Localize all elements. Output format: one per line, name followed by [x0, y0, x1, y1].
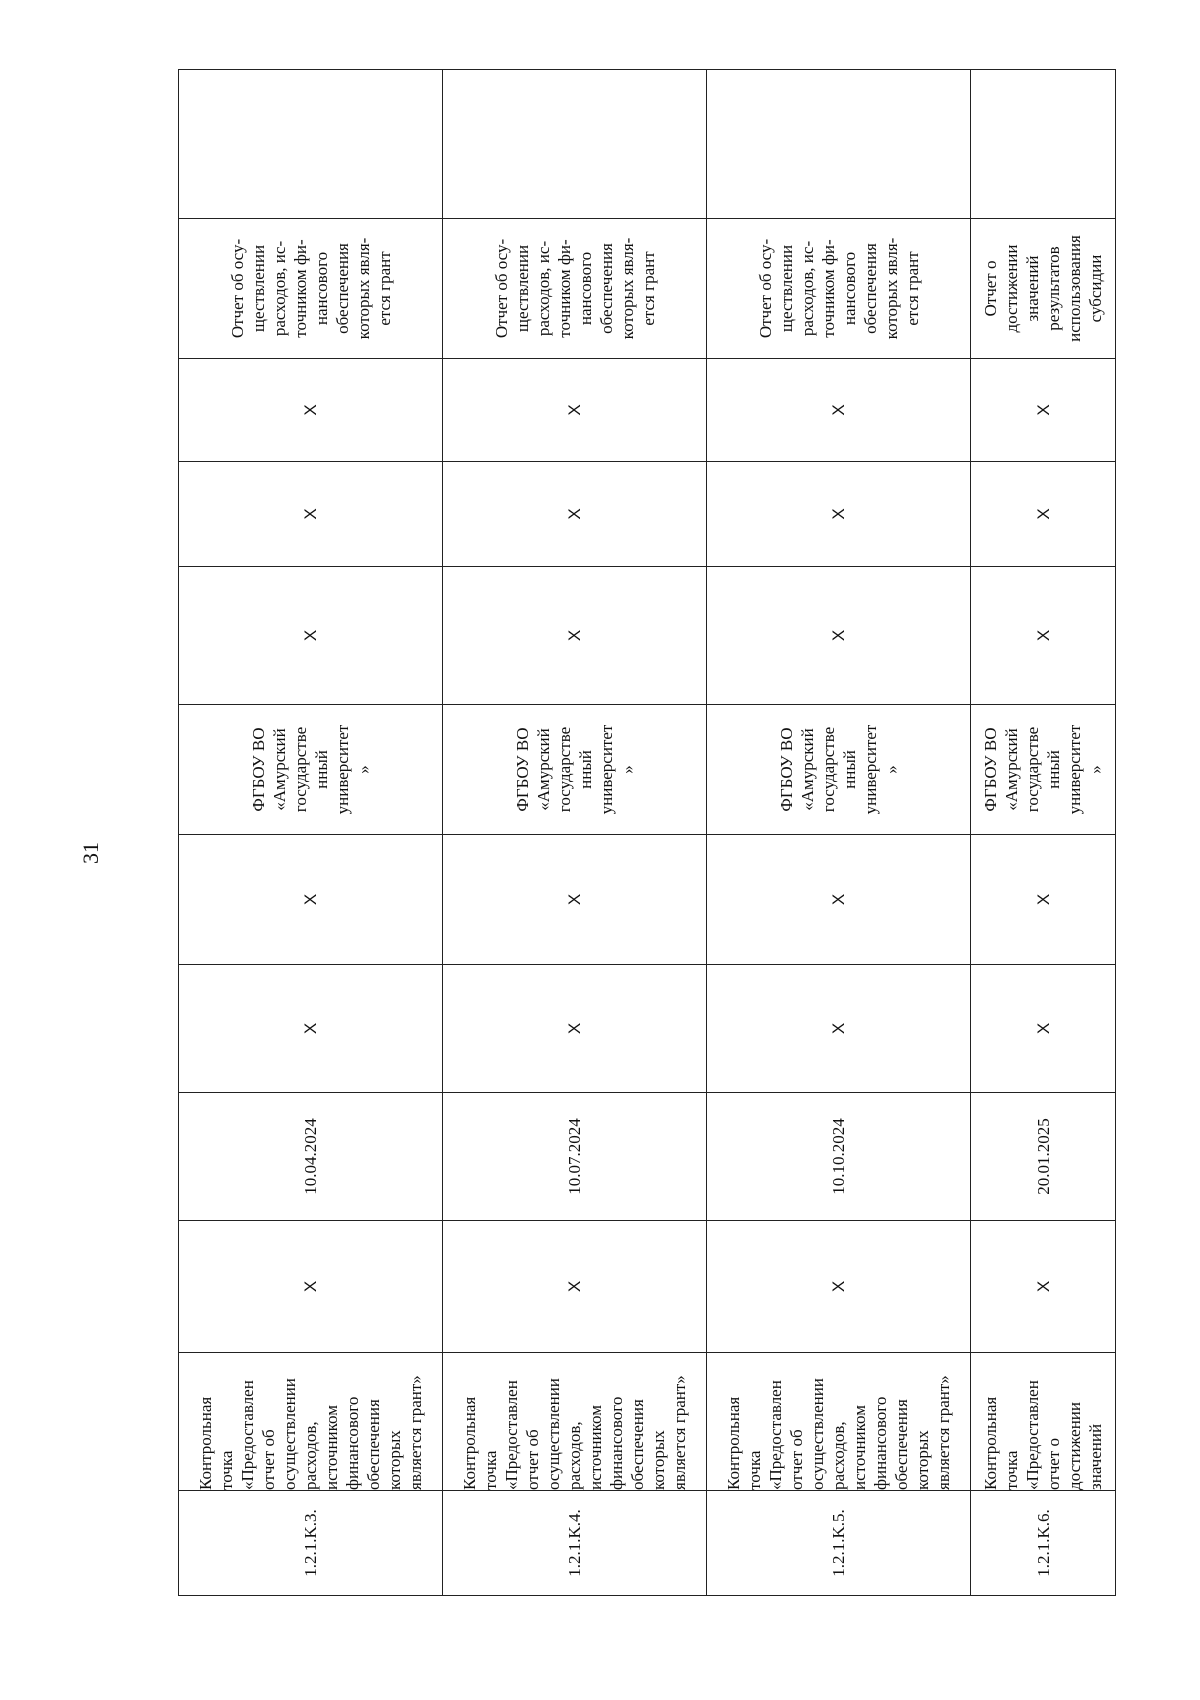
description-line: Контрольная	[724, 1396, 744, 1490]
empty-cell	[179, 70, 443, 219]
report-description	[443, 219, 707, 359]
organization-line: «Амурский	[1002, 728, 1022, 811]
report-line: обеспечения	[596, 243, 616, 334]
control-point-code: 1.2.1.K.6.	[971, 1491, 1116, 1596]
page-number: 31	[78, 842, 103, 864]
description-line: Контрольная	[196, 1396, 216, 1490]
empty-cell	[971, 70, 1116, 219]
description-line: расходов,	[565, 1421, 585, 1490]
report-line: расходов, ис-	[797, 240, 817, 337]
x-cell: X	[707, 965, 971, 1093]
report-line: обеспечения	[860, 243, 880, 334]
control-points-table	[178, 69, 1116, 1596]
description-line: осуществлении	[808, 1378, 828, 1490]
empty-cell	[443, 70, 707, 219]
report-line: использования	[1065, 235, 1085, 342]
description-line: значений	[1086, 1423, 1106, 1490]
organization-line: ФГБОУ ВО	[981, 727, 1001, 812]
report-line: которых явля-	[353, 237, 373, 340]
report-line: которых явля-	[617, 237, 637, 340]
x-cell: X	[179, 835, 443, 965]
description-line: которых	[385, 1430, 405, 1490]
table-row	[707, 70, 971, 1596]
organization-line: ФГБОУ ВО	[248, 727, 268, 812]
x-cell: X	[707, 462, 971, 567]
report-line: результатов	[1044, 246, 1064, 331]
report-line: ществлении	[776, 244, 796, 333]
description-line: отчет об	[259, 1429, 279, 1490]
description-line: финансового	[871, 1396, 891, 1490]
description-line: точка	[1002, 1450, 1022, 1490]
description-line: достижении	[1065, 1401, 1085, 1490]
table-row	[179, 70, 443, 1596]
x-cell: X	[707, 359, 971, 462]
organization-line: государстве	[1023, 726, 1043, 813]
organization-line: нный	[311, 750, 331, 789]
report-line: ществлении	[512, 244, 532, 333]
report-line: ется грант	[638, 251, 658, 326]
report-line: обеспечения	[332, 243, 352, 334]
responsible-organization	[707, 705, 971, 835]
report-line: точником фи-	[818, 239, 838, 338]
control-point-description	[179, 1353, 443, 1491]
description-line: отчет о	[1044, 1438, 1064, 1490]
description-line: источником	[586, 1405, 606, 1490]
x-cell: X	[971, 462, 1116, 567]
x-cell: X	[443, 567, 707, 705]
description-line: источником	[322, 1405, 342, 1490]
x-cell: X	[707, 567, 971, 705]
control-point-code: 1.2.1.K.3.	[179, 1491, 443, 1596]
x-cell: X	[179, 1221, 443, 1353]
organization-line: ФГБОУ ВО	[776, 727, 796, 812]
report-line: Отчет об осу-	[491, 238, 511, 339]
description-line: точка	[745, 1450, 765, 1490]
report-description	[179, 219, 443, 359]
description-line: является грант»	[406, 1375, 426, 1490]
responsible-organization	[179, 705, 443, 835]
organization-line: университет	[596, 724, 616, 815]
organization-line: »	[353, 765, 373, 774]
report-line: точником фи-	[554, 239, 574, 338]
control-point-code: 1.2.1.K.5.	[707, 1491, 971, 1596]
x-cell: X	[443, 359, 707, 462]
report-line: ется грант	[902, 251, 922, 326]
report-line: значений	[1023, 255, 1043, 322]
report-line: нансового	[575, 251, 595, 326]
x-cell: X	[971, 835, 1116, 965]
description-line: Контрольная	[460, 1396, 480, 1490]
description-line: финансового	[343, 1396, 363, 1490]
description-line: «Предоставлен	[238, 1380, 258, 1490]
organization-line: университет	[860, 724, 880, 815]
report-description	[971, 219, 1116, 359]
description-line: расходов,	[829, 1421, 849, 1490]
responsible-organization	[443, 705, 707, 835]
report-line: нансового	[839, 251, 859, 326]
x-cell: X	[971, 359, 1116, 462]
responsible-organization	[971, 705, 1116, 835]
organization-line: »	[881, 765, 901, 774]
description-line: является грант»	[670, 1375, 690, 1490]
organization-line: государстве	[554, 726, 574, 813]
organization-line: нный	[575, 750, 595, 789]
organization-line: нный	[839, 750, 859, 789]
description-line: обеспечения	[892, 1399, 912, 1490]
organization-line: «Амурский	[269, 728, 289, 811]
description-line: Контрольная	[981, 1396, 1001, 1490]
x-cell: X	[179, 965, 443, 1093]
description-line: расходов,	[301, 1421, 321, 1490]
x-cell: X	[443, 1221, 707, 1353]
report-line: достижении	[1002, 244, 1022, 333]
organization-line: «Амурский	[797, 728, 817, 811]
x-cell: X	[971, 567, 1116, 705]
description-line: «Предоставлен	[1023, 1380, 1043, 1490]
control-point-description	[707, 1353, 971, 1491]
x-cell: X	[443, 965, 707, 1093]
organization-line: »	[1086, 765, 1106, 774]
organization-line: университет	[1065, 724, 1085, 815]
x-cell: X	[443, 835, 707, 965]
description-line: осуществлении	[280, 1378, 300, 1490]
due-date: 10.07.2024	[443, 1093, 707, 1221]
organization-line: государстве	[818, 726, 838, 813]
x-cell: X	[971, 1221, 1116, 1353]
organization-line: »	[617, 765, 637, 774]
report-line: субсидии	[1086, 254, 1106, 323]
x-cell: X	[179, 567, 443, 705]
report-line: ется грант	[374, 251, 394, 326]
organization-line: «Амурский	[533, 728, 553, 811]
report-line: ществлении	[248, 244, 268, 333]
control-point-description	[443, 1353, 707, 1491]
due-date: 10.04.2024	[179, 1093, 443, 1221]
x-cell: X	[179, 359, 443, 462]
description-line: которых	[649, 1430, 669, 1490]
description-line: обеспечения	[364, 1399, 384, 1490]
description-line: отчет об	[523, 1429, 543, 1490]
table-body	[179, 70, 1116, 1596]
description-line: которых	[913, 1430, 933, 1490]
report-line: расходов, ис-	[269, 240, 289, 337]
due-date: 10.10.2024	[707, 1093, 971, 1221]
description-line: осуществлении	[544, 1378, 564, 1490]
report-line: нансового	[311, 251, 331, 326]
x-cell: X	[707, 835, 971, 965]
control-point-description	[971, 1353, 1116, 1491]
x-cell: X	[179, 462, 443, 567]
x-cell: X	[971, 965, 1116, 1093]
report-description	[707, 219, 971, 359]
report-line: которых явля-	[881, 237, 901, 340]
description-line: источником	[850, 1405, 870, 1490]
report-line: расходов, ис-	[533, 240, 553, 337]
description-line: отчет об	[787, 1429, 807, 1490]
organization-line: нный	[1044, 750, 1064, 789]
organization-line: государстве	[290, 726, 310, 813]
description-line: обеспечения	[628, 1399, 648, 1490]
table-row	[443, 70, 707, 1596]
report-line: Отчет об осу-	[755, 238, 775, 339]
rotated-table-container	[178, 70, 1116, 1596]
x-cell: X	[707, 1221, 971, 1353]
table-row	[971, 70, 1116, 1596]
description-line: является грант»	[934, 1375, 954, 1490]
description-line: точка	[481, 1450, 501, 1490]
report-line: Отчет об осу-	[227, 238, 247, 339]
description-line: «Предоставлен	[766, 1380, 786, 1490]
report-line: Отчет о	[981, 260, 1001, 317]
control-point-code: 1.2.1.K.4.	[443, 1491, 707, 1596]
organization-line: университет	[332, 724, 352, 815]
empty-cell	[707, 70, 971, 219]
description-line: точка	[217, 1450, 237, 1490]
due-date: 20.01.2025	[971, 1093, 1116, 1221]
report-line: точником фи-	[290, 239, 310, 338]
x-cell: X	[443, 462, 707, 567]
description-line: «Предоставлен	[502, 1380, 522, 1490]
organization-line: ФГБОУ ВО	[512, 727, 532, 812]
description-line: финансового	[607, 1396, 627, 1490]
